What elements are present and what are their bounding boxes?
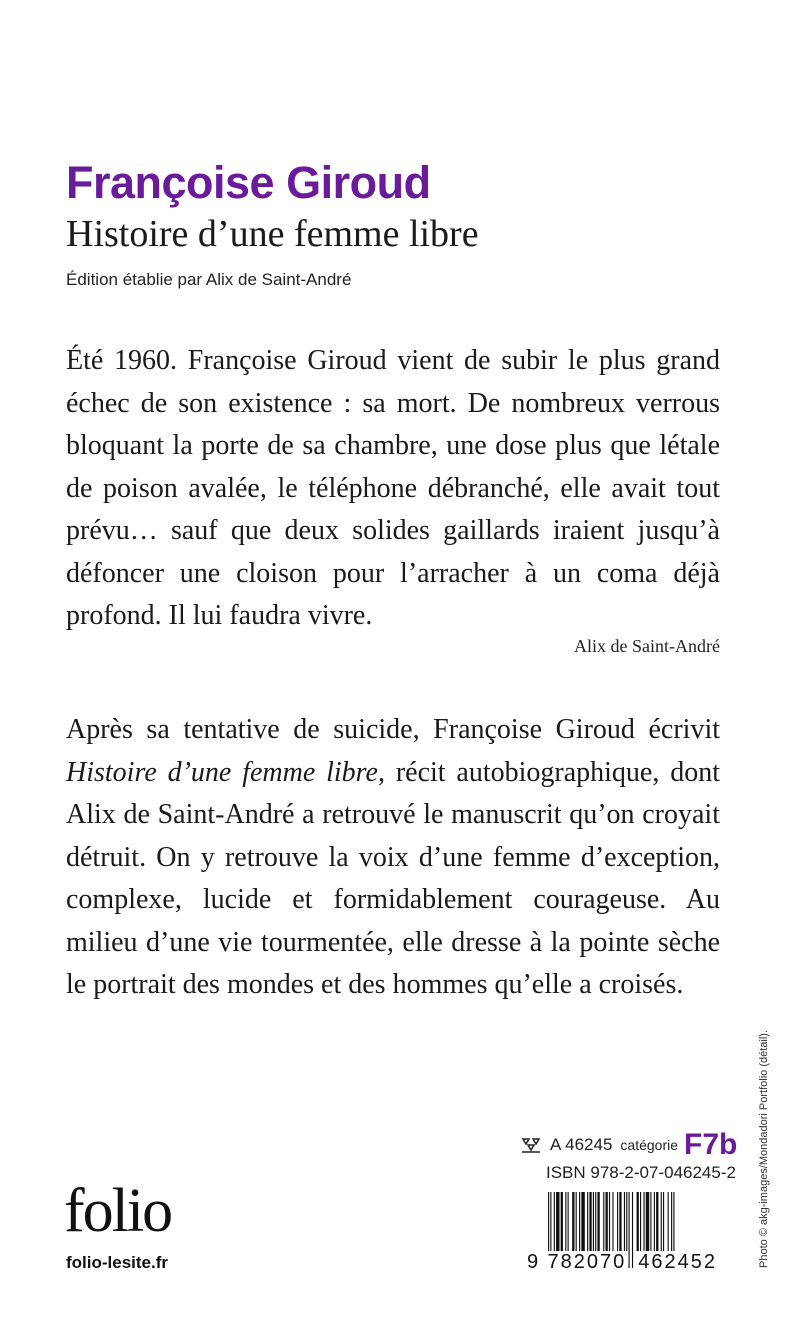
photo-credit: Photo © akg-images/Mondadori Portfolio (détail). [758,1030,770,1268]
category-label: catégorie [620,1137,678,1153]
catalog-row [520,1130,737,1160]
edition-note: Édition établie par Alix de Saint-André [66,270,352,289]
folio-logo: folio [64,1177,172,1245]
barcode-lead-digit: 9 [527,1251,539,1273]
barcode-group-2: 462452 [638,1251,717,1273]
summary-paragraph [66,709,720,1007]
category-value: F7b [684,1128,738,1161]
summary-intro: Après sa tentative de suicide, Françoise Giroud écrivit [66,714,720,745]
quote-signature: Alix de Saint-André [574,636,720,656]
folio-seal-icon [520,1136,542,1154]
summary-title-italic: Histoire d’une femme libre [66,756,378,788]
catalog-code: A 46245 [550,1135,613,1154]
author-name: Françoise Giroud [66,157,431,208]
book-title: Histoire d’une femme libre [66,213,479,255]
quote-paragraph: Été 1960. Françoise Giroud vient de subir le plus grand échec de son existence : sa mort. De nombreux verrous bloquant la porte de sa chambre, une dose plus que létale de poison avalée, le téléphone débranché, elle avait tout prévu… sauf que deux solides gaillards iraient jusqu’à défoncer une cloison pour l’arracher à un coma déjà profond. Il lui faudra vivre. [66,345,720,631]
isbn: ISBN 978-2-07-046245-2 [546,1163,736,1182]
summary-rest: , récit autobiographique, dont Alix de Saint-André a retrouvé le manuscrit qu’on croyait détruit. On y retrouve la voix d’une femme d’exception, complexe, lucide et formidablement courageuse. Au milieu d’une vie tourmentée, elle dresse à la pointe sèche le portrait des mondes et des hommes qu’elle a croisés. [66,756,720,1000]
barcode-group-1: 782070 [547,1251,627,1273]
publisher-website: folio-lesite.fr [66,1253,169,1272]
barcode-digits [527,1246,719,1274]
